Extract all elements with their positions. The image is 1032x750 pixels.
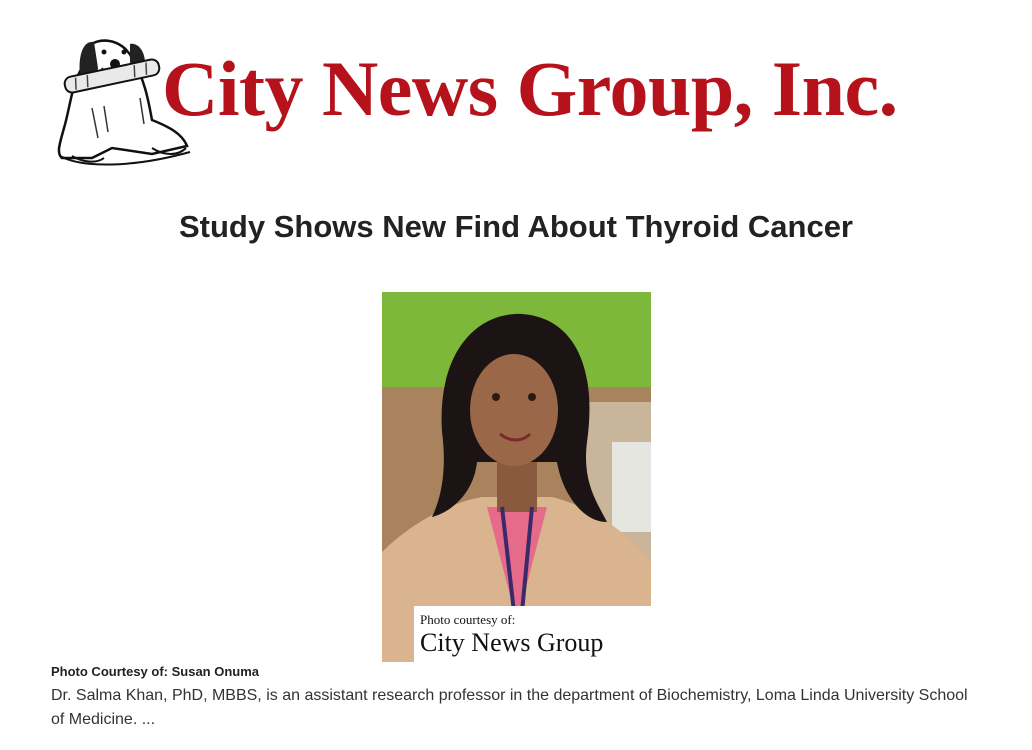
photo-watermark-brand: City News Group [420,628,604,657]
photo-watermark-caption: Photo courtesy of: [420,612,516,627]
article-summary: Dr. Salma Khan, PhD, MBBS, is an assistant research professor in the department of Biochemistry, Loma Linda University School of Medicine. ... [51,687,968,728]
article-photo[interactable] [382,292,651,662]
photo-credit: Photo Courtesy of: Susan Onuma [51,664,260,679]
site-header [52,28,972,173]
article-title[interactable]: Study Shows New Find About Thyroid Cancer [179,209,853,244]
site-brand-name[interactable]: City News Group, Inc. [162,45,898,132]
photo-watermark [414,606,651,662]
